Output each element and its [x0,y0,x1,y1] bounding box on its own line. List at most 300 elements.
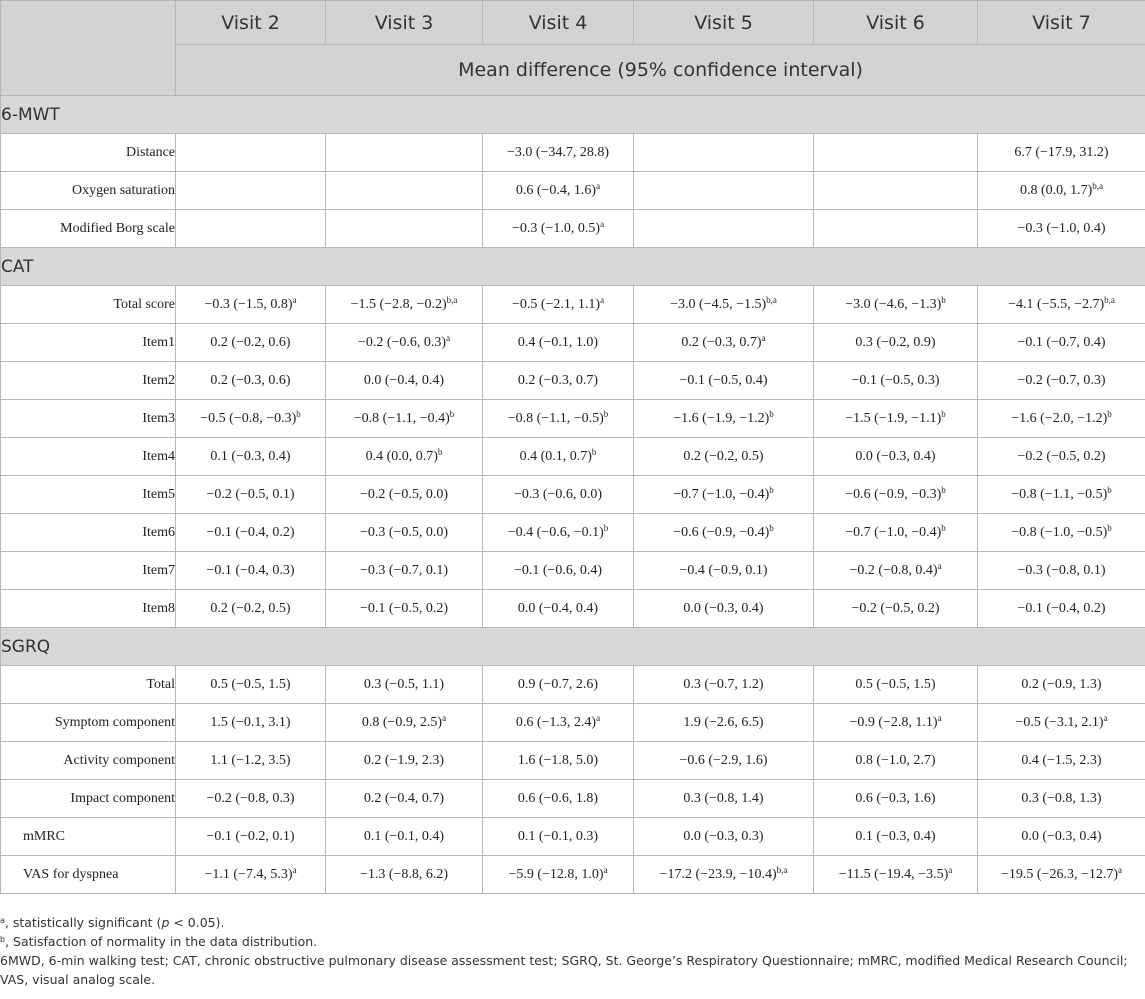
footnote-a-text: , statistically significant ( [4,915,162,930]
cell-value: 0.2 (−0.2, 0.6) [210,334,291,350]
table-cell [176,210,326,248]
cell-value: −1.6 (−2.0, −1.2) [1011,410,1108,426]
table-cell [814,324,978,362]
table-cell [634,590,814,628]
cell-superscript: b [1107,408,1112,419]
table-cell [634,666,814,704]
row-label: Distance [1,134,176,172]
cell-value: 0.2 (−0.3, 0.6) [210,372,291,388]
section-title: CAT [1,248,1145,286]
table-cell [634,856,814,894]
table-cell [978,704,1145,742]
cell-value: −0.3 (−0.7, 0.1) [359,562,449,578]
table-cell [176,742,326,780]
abbreviations: 6MWD, 6-min walking test; CAT, chronic obstructive pulmonary disease assessment test; SGRQ, St. George’s Respiratory Questionnaire; mMRC, modified Medical Research Council; VAS, visual analog scale. [0,953,1128,987]
table-cell [978,362,1145,400]
table-row [1,780,1145,818]
cell-value: −1.6 (−1.9, −1.2) [673,410,770,426]
cell-superscript: b [769,408,774,419]
table-cell [176,134,326,172]
table-cell [176,400,326,438]
mean-difference-header: Mean difference (95% confidence interval) [176,45,1145,96]
table-cell [978,856,1145,894]
table-cell [978,780,1145,818]
row-label: Item6 [1,514,176,552]
cell-value: −0.2 (−0.6, 0.3) [357,334,447,350]
table-cell [634,362,814,400]
cell-superscript: b,a [776,864,788,875]
cell-value: −0.2 (−0.5, 0.2) [851,600,940,616]
cell-superscript: b,a [1092,180,1104,191]
table-cell [176,590,326,628]
table-cell [176,704,326,742]
table-cell [978,210,1145,248]
cell-superscript: a [600,294,605,305]
table-cell [483,818,634,856]
table-cell [326,438,483,476]
footnote-a-p: p [161,915,170,930]
table-cell [483,666,634,704]
table-cell [326,818,483,856]
cell-value: −3.0 (−4.6, −1.3) [845,296,942,312]
cell-value: 1.6 (−1.8, 5.0) [517,752,599,768]
table-cell [326,856,483,894]
table-row [1,742,1145,780]
table-cell [978,742,1145,780]
cell-superscript: a [442,712,447,723]
cell-value: 0.0 (−0.3, 0.4) [683,600,764,616]
cell-value: −0.3 (−0.6, 0.0) [513,486,603,502]
row-label: Item4 [1,438,176,476]
cell-value: 0.2 (−0.3, 0.7) [517,372,599,388]
cell-value: −0.4 (−0.9, 0.1) [679,562,768,578]
footnote-b-mark: b [0,935,6,944]
table-cell [176,856,326,894]
table-cell [176,286,326,324]
cell-value: −1.3 (−8.8, 6.2) [359,866,449,882]
table-cell [978,400,1145,438]
section-row [1,96,1145,134]
cell-value: −0.1 (−0.5, 0.3) [851,372,940,388]
cell-value: −0.1 (−0.6, 0.4) [513,562,603,578]
cell-superscript: b [591,446,597,457]
cell-value: 0.5 (−0.5, 1.5) [210,676,291,692]
cell-value: 0.2 (−0.3, 0.7) [681,334,762,350]
col-header-visit-4: Visit 4 [483,1,634,45]
cell-value: 0.8 (−1.0, 2.7) [855,752,936,768]
table-cell [634,134,814,172]
table-cell [978,286,1145,324]
table-cell [326,704,483,742]
table-cell [814,286,978,324]
table-cell [326,134,483,172]
table-row [1,818,1145,856]
table-cell [814,856,978,894]
cell-superscript: b [296,408,301,419]
row-label: Total [1,666,176,704]
table-cell [978,666,1145,704]
row-label: Activity component [1,742,176,780]
cell-superscript: a [948,864,953,875]
table-cell [176,780,326,818]
footnote-a [0,913,1140,932]
table-row [1,590,1145,628]
table-cell [176,514,326,552]
table-row [1,134,1145,172]
cell-value: −0.1 (−0.4, 0.3) [206,562,295,578]
cell-value: 0.2 (−0.9, 1.3) [1021,676,1102,692]
table-cell [483,780,634,818]
cell-value: 0.3 (−0.5, 1.1) [363,676,445,692]
cell-value: −0.7 (−1.0, −0.4) [673,486,770,502]
col-header-visit-6: Visit 6 [814,1,978,45]
table-cell [326,552,483,590]
cell-value: −1.5 (−1.9, −1.1) [845,410,942,426]
cell-value: 0.8 (−0.9, 2.5) [361,714,443,730]
cell-superscript: b [941,484,946,495]
table-body [1,96,1145,894]
table-row [1,704,1145,742]
table-cell [634,704,814,742]
table-cell [634,514,814,552]
table-cell [814,172,978,210]
row-label: Total score [1,286,176,324]
row-label: Item7 [1,552,176,590]
table-cell [814,704,978,742]
row-label: Item1 [1,324,176,362]
table-cell [814,818,978,856]
row-label: Item2 [1,362,176,400]
table-cell [483,856,634,894]
cell-value: −0.3 (−0.8, 0.1) [1017,562,1106,578]
cell-value: −0.2 (−0.5, 0.0) [359,486,449,502]
cell-value: 0.6 (−1.3, 2.4) [515,714,597,730]
row-label: Item8 [1,590,176,628]
table-cell [814,362,978,400]
cell-value: −5.9 (−12.8, 1.0) [508,866,604,882]
cell-value: 0.4 (−0.1, 1.0) [517,334,599,350]
cell-value: 0.0 (−0.3, 0.3) [683,828,764,844]
cell-value: 0.2 (−0.2, 0.5) [683,448,764,464]
table-cell [483,552,634,590]
table-cell [326,590,483,628]
cell-value: 0.1 (−0.3, 0.4) [855,828,936,844]
cell-value: 0.6 (−0.3, 1.6) [855,790,936,806]
table-cell [814,400,978,438]
cell-value: −0.1 (−0.2, 0.1) [206,828,295,844]
cell-superscript: b [437,446,443,457]
cell-value: −0.2 (−0.5, 0.2) [1017,448,1106,464]
cell-value: −17.2 (−23.9, −10.4) [659,866,777,882]
table-cell [814,134,978,172]
cell-superscript: b [449,408,455,419]
cell-value: 0.2 (−0.2, 0.5) [210,600,291,616]
cell-value: −0.1 (−0.4, 0.2) [206,524,295,540]
table-cell [978,172,1145,210]
cell-value: 0.3 (−0.2, 0.9) [855,334,936,350]
cell-value: 0.3 (−0.7, 1.2) [683,676,764,692]
cell-value: 0.6 (−0.6, 1.8) [517,790,599,806]
cell-superscript: a [600,218,605,229]
section-row [1,248,1145,286]
cell-value: −0.1 (−0.5, 0.2) [359,600,449,616]
cell-superscript: a [596,712,601,723]
table-cell [814,476,978,514]
table-cell [814,514,978,552]
cell-superscript: b [1107,522,1112,533]
cell-value: −1.1 (−7.4, 5.3) [204,866,293,882]
table-cell [978,476,1145,514]
table-cell [326,324,483,362]
table-cell [176,552,326,590]
cell-value: 0.0 (−0.3, 0.4) [855,448,936,464]
cell-value: −0.1 (−0.5, 0.4) [679,372,768,388]
cell-value: −0.4 (−0.6, −0.1) [507,524,604,540]
table-row [1,362,1145,400]
cell-value: 0.3 (−0.8, 1.3) [1021,790,1102,806]
table-cell [176,324,326,362]
cell-value: 0.2 (−1.9, 2.3) [363,752,445,768]
cell-value: 0.8 (0.0, 1.7) [1019,182,1093,198]
cell-superscript: b,a [1104,294,1115,305]
cell-value: −4.1 (−5.5, −2.7) [1008,296,1105,312]
table-cell [978,134,1145,172]
cell-value: −0.2 (−0.8, 0.4) [849,562,938,578]
table-cell [483,286,634,324]
table-cell [634,476,814,514]
table-cell [814,742,978,780]
table-cell [483,210,634,248]
cell-superscript: a [292,294,297,305]
cell-value: −0.5 (−2.1, 1.1) [511,296,601,312]
cell-superscript: a [1103,712,1108,723]
table-cell [634,324,814,362]
table-row [1,286,1145,324]
table-cell [483,514,634,552]
row-label: VAS for dyspnea [1,856,176,894]
table-cell [176,172,326,210]
col-header-visit-5: Visit 5 [634,1,814,45]
cell-value: 0.4 (0.1, 0.7) [519,448,592,464]
cell-value: −0.5 (−0.8, −0.3) [200,410,297,426]
footnote-a-mark: a [0,916,5,925]
cell-value: 0.4 (−1.5, 2.3) [1021,752,1102,768]
table-cell [326,514,483,552]
table-cell [483,400,634,438]
table-cell [483,134,634,172]
section-title: 6-MWT [1,96,1145,134]
cell-superscript: b [941,408,946,419]
table-cell [176,818,326,856]
table-cell [978,514,1145,552]
table-cell [176,438,326,476]
table-cell [978,590,1145,628]
cell-value: −0.3 (−1.5, 0.8) [204,296,293,312]
cell-value: 0.5 (−0.5, 1.5) [855,676,936,692]
table-cell [814,210,978,248]
table-cell [483,438,634,476]
cell-value: −3.0 (−4.5, −1.5) [670,296,767,312]
cell-value: −0.2 (−0.7, 0.3) [1017,372,1106,388]
table-cell [326,780,483,818]
cell-superscript: b [1107,484,1112,495]
cell-superscript: b [941,522,946,533]
cell-superscript: a [603,864,608,875]
table-cell [326,286,483,324]
table-cell [176,476,326,514]
table-row [1,324,1145,362]
cell-superscript: b [603,408,609,419]
table-cell [634,742,814,780]
cell-superscript: a [1118,864,1122,875]
table-cell [483,742,634,780]
col-header-visit-7: Visit 7 [978,1,1145,45]
row-label: mMRC [1,818,176,856]
table-cell [634,552,814,590]
table-row [1,400,1145,438]
cell-value: 0.1 (−0.1, 0.4) [363,828,445,844]
cell-value: 0.1 (−0.1, 0.3) [517,828,599,844]
table-cell [326,742,483,780]
cell-value: 6.7 (−17.9, 31.2) [1014,144,1109,160]
cell-value: −0.3 (−1.0, 0.4) [1017,220,1106,236]
cell-value: −0.7 (−1.0, −0.4) [845,524,942,540]
row-label: Symptom component [1,704,176,742]
cell-value: −0.2 (−0.8, 0.3) [206,790,295,806]
cell-value: 0.0 (−0.3, 0.4) [1021,828,1102,844]
table-row [1,172,1145,210]
cell-superscript: a [596,180,601,191]
table-cell [634,210,814,248]
corner-cell [1,1,176,96]
row-label: Impact component [1,780,176,818]
table-cell [483,704,634,742]
cell-value: 1.1 (−1.2, 3.5) [210,752,291,768]
table-cell [483,362,634,400]
cell-superscript: a [446,332,451,343]
cell-superscript: a [937,560,942,571]
cell-superscript: b [769,522,774,533]
cell-value: −0.8 (−1.1, −0.4) [353,410,450,426]
table-cell [483,172,634,210]
table-cell [326,666,483,704]
cell-value: −0.5 (−3.1, 2.1) [1015,714,1104,730]
table-row [1,476,1145,514]
cell-superscript: b,a [446,294,458,305]
table-cell [326,400,483,438]
cell-value: −0.8 (−1.0, −0.5) [1011,524,1108,540]
table-cell [814,438,978,476]
cell-superscript: b [769,484,774,495]
table-cell [176,666,326,704]
table-cell [326,172,483,210]
cell-value: 0.3 (−0.8, 1.4) [683,790,764,806]
cell-value: −1.5 (−2.8, −0.2) [350,296,447,312]
footnote-a-text-end: < 0.05). [169,915,225,930]
cell-value: −0.9 (−2.8, 1.1) [849,714,938,730]
cell-value: −0.3 (−1.0, 0.5) [511,220,601,236]
table-row [1,210,1145,248]
cell-superscript: a [292,864,297,875]
table-row [1,438,1145,476]
cell-value: −0.6 (−0.9, −0.4) [673,524,770,540]
cell-superscript: b [603,522,609,533]
cell-value: −19.5 (−26.3, −12.7) [1000,866,1118,882]
cell-value: −0.1 (−0.4, 0.2) [1017,600,1106,616]
cell-value: 0.1 (−0.3, 0.4) [210,448,291,464]
cell-value: −0.1 (−0.7, 0.4) [1017,334,1106,350]
cell-value: 0.9 (−0.7, 2.6) [517,676,599,692]
cell-value: −0.6 (−0.9, −0.3) [845,486,942,502]
table-row [1,514,1145,552]
cell-value: 0.4 (0.0, 0.7) [365,448,438,464]
table-cell [978,324,1145,362]
cell-value: −0.8 (−1.1, −0.5) [507,410,604,426]
table-cell [978,438,1145,476]
col-header-visit-2: Visit 2 [176,1,326,45]
row-label: Item3 [1,400,176,438]
cell-value: 0.6 (−0.4, 1.6) [515,182,597,198]
cell-superscript: b [941,294,946,305]
cell-superscript: a [761,332,766,343]
footnotes [0,913,1140,989]
table-cell [814,552,978,590]
section-row [1,628,1145,666]
table-cell [176,362,326,400]
table-row [1,856,1145,894]
cell-value: −0.6 (−2.9, 1.6) [679,752,768,768]
table-cell [326,476,483,514]
footnote-b-text: , Satisfaction of normality in the data distribution. [5,934,318,949]
section-title: SGRQ [1,628,1145,666]
table-cell [634,780,814,818]
table-cell [978,552,1145,590]
table-cell [634,438,814,476]
cell-value: −3.0 (−34.7, 28.8) [506,144,610,160]
table-cell [326,362,483,400]
cell-value: −0.3 (−0.5, 0.0) [359,524,449,540]
cell-value: −0.2 (−0.5, 0.1) [206,486,295,502]
cell-superscript: a [937,712,942,723]
table-cell [634,172,814,210]
table-cell [634,818,814,856]
table-cell [326,210,483,248]
cell-value: 0.2 (−0.4, 0.7) [363,790,445,806]
table-cell [814,666,978,704]
cell-superscript: b,a [766,294,777,305]
table-cell [814,780,978,818]
table-cell [634,400,814,438]
row-label: Item5 [1,476,176,514]
table-cell [978,818,1145,856]
table-cell [814,590,978,628]
row-label: Modified Borg scale [1,210,176,248]
col-header-visit-3: Visit 3 [326,1,483,45]
row-label: Oxygen saturation [1,172,176,210]
table-row [1,666,1145,704]
table-row [1,552,1145,590]
cell-value: 0.0 (−0.4, 0.4) [517,600,599,616]
cell-value: −0.8 (−1.1, −0.5) [1011,486,1108,502]
table-cell [483,590,634,628]
table-cell [483,324,634,362]
cell-value: 1.5 (−0.1, 3.1) [210,714,291,730]
cell-value: 0.0 (−0.4, 0.4) [363,372,445,388]
cell-value: −11.5 (−19.4, −3.5) [838,866,949,882]
footnote-b [0,932,1140,951]
table-cell [634,286,814,324]
cell-value: 1.9 (−2.6, 6.5) [683,714,764,730]
